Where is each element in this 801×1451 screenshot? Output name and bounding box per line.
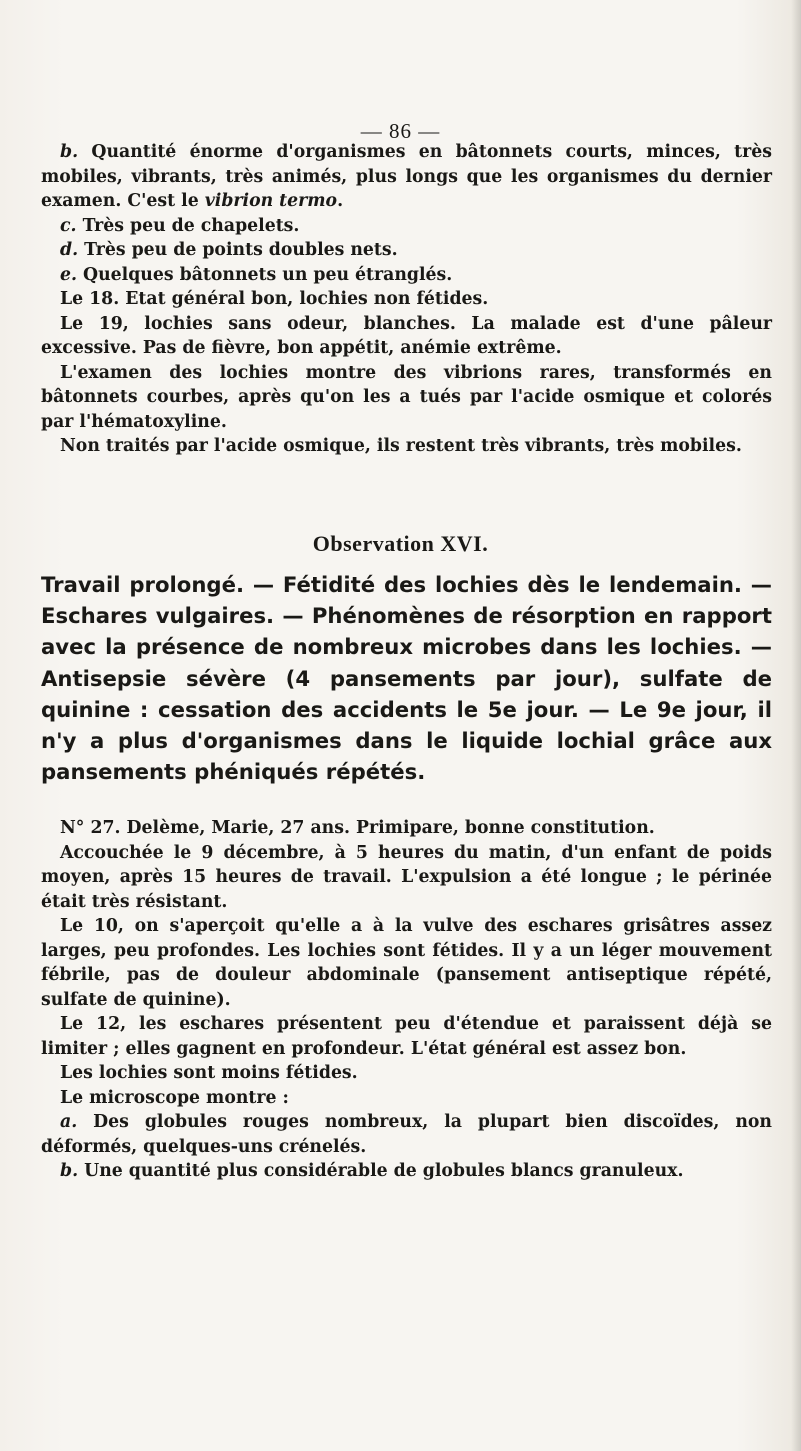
case-day-10: Le 10, on s'aperçoit qu'elle a à la vulve des eschares grisâtres assez larges, peu profondes. Les lochies sont fétides. Il y a un léger mouvement fébrile, pas de douleur abdominale (pansement antiseptique répété, sulfate de quinine). [41,916,772,1010]
paragraph-e [41,263,772,288]
paragraph-day-18: Le 18. Etat général bon, lochies non fétides. [60,289,489,309]
paragraph-text: Quantité énorme d'organismes en bâtonnets courts, minces, très mobiles, vibrants, très animés, plus longs que les organismes du dernier examen. C'est le [41,142,772,211]
case-item-a [41,1110,772,1159]
case-microscope: Le microscope montre : [60,1087,289,1108]
observation-title: Observation XVI. [312,531,489,556]
paragraph-exam: L'examen des lochies montre des vibrions rares, transformés en bâtonnets courbes, après qu'on les a tués par l'acide osmique et colorés par l'hématoxyline. [41,362,772,432]
paragraph-text: Une quantité plus considérable de globules blancs granuleux. [84,1161,684,1181]
continued-section [41,140,772,459]
item-label: d. [60,240,79,260]
paragraph-untreated: Non traités par l'acide osmique, ils restent très vibrants, très mobiles. [60,436,742,456]
paragraph-day-19: Le 19, lochies sans odeur, blanches. La malade est d'une pâleur excessive. Pas de fièvre, bon appétit, anémie extrême. [41,313,772,358]
case-section [41,816,772,1184]
paragraph-text: Des globules rouges nombreux, la plupart bien discoïdes, non déformés, quelques-uns crénelés. [41,1112,772,1157]
italic-term: vibrion termo [204,191,338,211]
paragraph-c [41,214,772,239]
item-label: c. [60,215,77,236]
page-number: — 86 — [360,119,441,143]
case-item-b [41,1159,772,1184]
item-label: b. [60,1161,79,1181]
page-edge-shadow [791,0,801,1451]
item-label: b. [60,142,79,162]
case-intro: N° 27. Delème, Marie, 27 ans. Primipare, bonne constitution. [60,818,655,838]
observation-summary [41,569,772,787]
paragraph-b [41,140,772,214]
paragraph-text: Très peu de points doubles nets. [84,240,398,260]
item-label: a. [60,1112,78,1132]
paragraph-d [41,238,772,263]
paragraph-tail: . [337,191,344,211]
case-delivery: Accouchée le 9 décembre, à 5 heures du matin, d'un enfant de poids moyen, après 15 heures de travail. L'expulsion a été longue ; le périnée était très résistant. [41,842,772,912]
case-day-12: Le 12, les eschares présentent peu d'étendue et paraissent déjà se limiter ; elles gagnent en profondeur. L'état général est assez bon. [41,1014,772,1059]
item-label: e. [60,264,78,285]
paragraph-text: Quelques bâtonnets un peu étranglés. [83,264,453,285]
paragraph-text: Très peu de chapelets. [82,215,300,236]
summary-text: Travail prolongé. — Fétidité des lochies dès le lendemain. — Eschares vulgaires. — Phénomènes de résorption en rapport avec la présence de nombreux microbes dans les lochies. — Antisepsie sévère (4 pansements par jour), sulfate de quinine : cessation des accidents le 5e jour. — Le 9e jour, il n'y a plus d'organismes dans le liquide lochial grâce aux pansements phéniqués répétés. [41,572,772,785]
case-lochies: Les lochies sont moins fétides. [60,1063,358,1083]
